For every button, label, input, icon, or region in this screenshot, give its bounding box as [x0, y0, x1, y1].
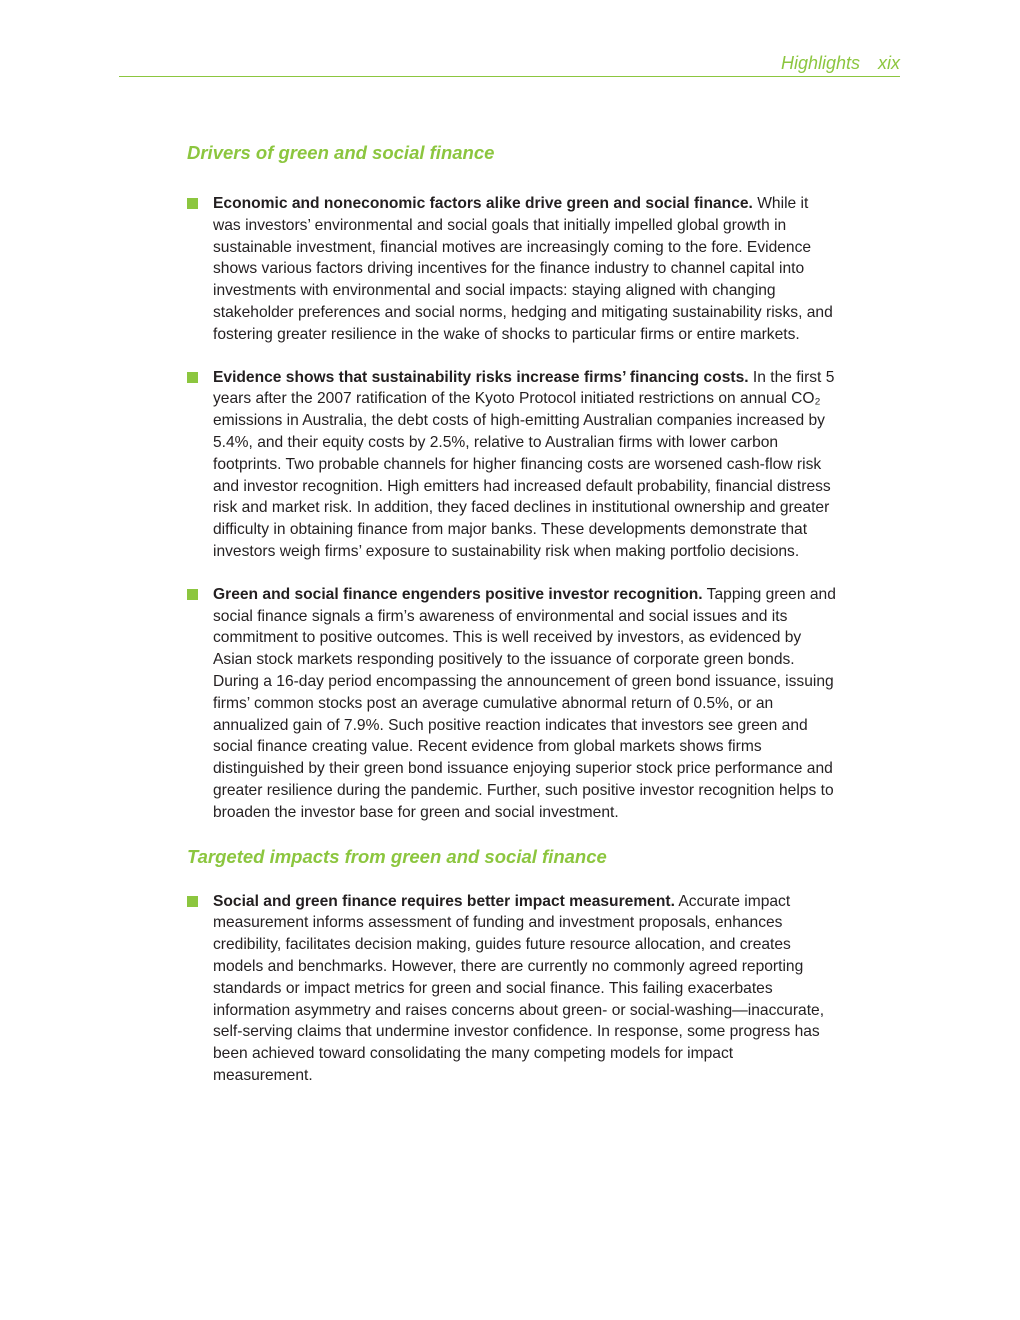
bullet-item — [187, 367, 837, 563]
bullet-lead: Green and social finance engenders positive investor recognition. — [213, 585, 703, 603]
bullet-lead: Economic and noneconomic factors alike drive green and social finance. — [213, 195, 753, 212]
bullet-lead: Evidence shows that sustainability risks increase firms’ financing costs. — [213, 368, 749, 386]
bullet-square-icon — [187, 372, 198, 383]
page-number: xix — [878, 53, 900, 73]
bullet-item — [187, 891, 837, 1087]
header-section-name: Highlights — [780, 53, 860, 73]
bullet-square-icon — [187, 198, 198, 209]
bullet-text: Accurate impact measurement informs assessment of funding and investment proposals, enhances credibility, facilitates decision making, guides future resource allocation, and creates models and benchmarks. However, there are currently no commonly agreed reporting standards or impact metrics for green and social finance. This failing exacerbates information asymmetry and raises concerns about green- or social-washing—inaccurate, self-serving claims that undermine investor confidence. In response, some progress has been achieved toward consolidating the many competing models for impact measurement. — [213, 892, 825, 1084]
bullet-text: Tapping green and social finance signals a firm’s awareness of environmental and social issues and its commitment to positive outcomes. This is well received by investors, as evidenced by Asian stock markets responding positively to the issuance of corporate green bonds. During a 16-day period encompassing the announcement of green bond issuance, issuing firms’ common stocks post an average cumulative abnormal return of 0.5%, or an annualized gain of 7.9%. Such positive reaction indicates that investors see green and social finance creating value. Recent evidence from global markets shows firms distinguished by their green bond issuance enjoying superior stock price performance and greater resilience during the pandemic. Further, such positive investor recognition helps to broaden the investor base for green and social investment. — [213, 585, 836, 821]
page-content — [187, 140, 837, 1087]
bullet-item — [187, 193, 837, 346]
bullet-square-icon — [187, 896, 198, 907]
bullet-text: While it was investors’ environmental and social goals that initially impelled global growth in sustainable investment, financial motives are increasingly coming to the fore. Evidence shows various factors driving incentives for the finance industry to channel capital into investments with environmental and social impacts: staying aligned with changing stakeholder preferences and social norms, hedging and mitigating sustainability risks, and fostering greater resilience in the wake of shocks to particular firms or entire markets. — [213, 195, 833, 343]
bullet-list-drivers — [187, 193, 837, 824]
running-header — [119, 50, 900, 77]
section-heading-drivers: Drivers of green and social finance — [187, 142, 495, 163]
section-heading-targeted-impacts: Targeted impacts from green and social finance — [187, 845, 607, 867]
bullet-lead: Social and green finance requires better impact measurement. — [213, 892, 675, 910]
bullet-text: In the first 5 years after the 2007 ratification of the Kyoto Protocol initiated restrictions on annual CO₂ emissions in Australia, the debt costs of high-emitting Australian companies increased by 5.4%, and their equity costs by 2.5%, relative to Australian firms with lower carbon footprints. Two probable channels for higher financing costs are worsened cash-flow risk and investor recognition. High emitters had increased default probability, financial distress risk and market risk. In addition, they faced declines in institutional ownership and greater difficulty in obtaining finance from major banks. These developments demonstrate that investors weigh firms’ exposure to sustainability risk when making portfolio decisions. — [213, 368, 835, 560]
bullet-square-icon — [187, 589, 198, 600]
bullet-item — [187, 584, 837, 824]
bullet-list-targeted-impacts — [187, 891, 837, 1087]
